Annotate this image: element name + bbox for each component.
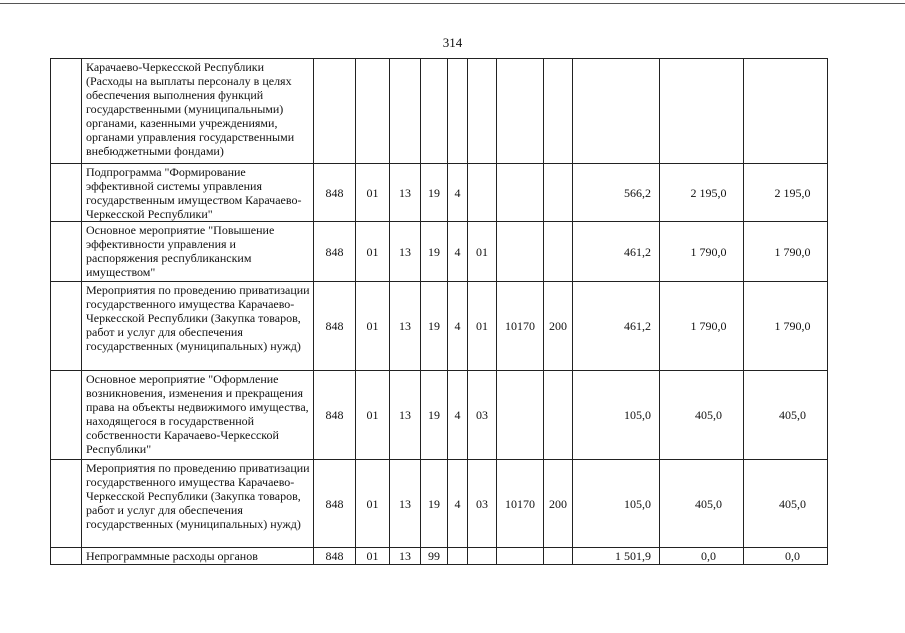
target-code-direction: 10170 (497, 460, 544, 548)
budget-table (50, 58, 828, 565)
amount-2: 2 195,0 (660, 164, 744, 222)
table-row (51, 460, 828, 548)
target-code-direction (497, 164, 544, 222)
section-code: 01 (356, 548, 390, 565)
amount-1 (573, 59, 660, 164)
amount-3: 405,0 (744, 460, 828, 548)
target-code-event: 03 (468, 371, 497, 460)
amount-2: 1 790,0 (660, 222, 744, 282)
target-code-program: 19 (421, 460, 448, 548)
target-code-event: 01 (468, 282, 497, 371)
target-code-event: 03 (468, 460, 497, 548)
section-code: 01 (356, 222, 390, 282)
expense-name: Основное мероприятие "Повышение эффективности управления и распоряжения республиканским имуществом" (82, 222, 314, 282)
grbs-code: 848 (314, 548, 356, 565)
expense-type-code: 200 (544, 460, 573, 548)
table-row (51, 371, 828, 460)
amount-1: 105,0 (573, 371, 660, 460)
table-row (51, 59, 828, 164)
expense-name: Подпрограмма "Формирование эффективной системы управления государственным имуществом Карачаево-Черкесской Республики" (82, 164, 314, 222)
subsection-code: 13 (390, 371, 421, 460)
subsection-code: 13 (390, 222, 421, 282)
expense-name: Непрограммные расходы органов (82, 548, 314, 565)
amount-1: 461,2 (573, 282, 660, 371)
expense-type-code (544, 548, 573, 565)
blank-cell (51, 371, 82, 460)
subsection-code (390, 59, 421, 164)
target-code-event: 01 (468, 222, 497, 282)
target-code-event (468, 59, 497, 164)
target-code-direction: 10170 (497, 282, 544, 371)
amount-3: 0,0 (744, 548, 828, 565)
target-code-subprogram: 4 (448, 164, 468, 222)
blank-cell (51, 460, 82, 548)
target-code-subprogram: 4 (448, 460, 468, 548)
target-code-program: 19 (421, 371, 448, 460)
amount-2: 1 790,0 (660, 282, 744, 371)
amount-3: 405,0 (744, 371, 828, 460)
expense-name: Основное мероприятие "Оформление возникновения, изменения и прекращения права на объекты недвижимого имущества, находящегося в государственной собственности Карачаево-Черкесской Республики" (82, 371, 314, 460)
amount-3: 2 195,0 (744, 164, 828, 222)
grbs-code: 848 (314, 460, 356, 548)
amount-3: 1 790,0 (744, 222, 828, 282)
section-code: 01 (356, 371, 390, 460)
section-code: 01 (356, 460, 390, 548)
expense-type-code (544, 59, 573, 164)
subsection-code: 13 (390, 282, 421, 371)
subsection-code: 13 (390, 460, 421, 548)
blank-cell (51, 59, 82, 164)
target-code-direction (497, 222, 544, 282)
amount-2: 0,0 (660, 548, 744, 565)
table-row (51, 164, 828, 222)
blank-cell (51, 222, 82, 282)
amount-2: 405,0 (660, 460, 744, 548)
target-code-event (468, 164, 497, 222)
amount-2 (660, 59, 744, 164)
grbs-code (314, 59, 356, 164)
subsection-code: 13 (390, 164, 421, 222)
target-code-program: 19 (421, 282, 448, 371)
target-code-subprogram (448, 59, 468, 164)
page-top-rule (0, 3, 905, 4)
target-code-program: 19 (421, 222, 448, 282)
target-code-subprogram (448, 548, 468, 565)
expense-name: Мероприятия по проведению приватизации государственного имущества Карачаево-Черкесской Республики (Закупка товаров, работ и услуг для обеспечения государственных (муниципальных) нужд) (82, 282, 314, 371)
target-code-program (421, 59, 448, 164)
section-code (356, 59, 390, 164)
expense-name: Карачаево-Черкесской Республики (Расходы на выплаты персоналу в целях обеспечения выполнения функций государственными (муниципальными) органами, казенными учреждениями, органами управления государственными внебюджетными фондами) (82, 59, 314, 164)
section-code: 01 (356, 164, 390, 222)
blank-cell (51, 548, 82, 565)
table-row (51, 282, 828, 371)
grbs-code: 848 (314, 371, 356, 460)
amount-1: 105,0 (573, 460, 660, 548)
expense-type-code (544, 222, 573, 282)
target-code-subprogram: 4 (448, 371, 468, 460)
expense-type-code (544, 371, 573, 460)
amount-3: 1 790,0 (744, 282, 828, 371)
expense-type-code: 200 (544, 282, 573, 371)
target-code-event (468, 548, 497, 565)
amount-1: 566,2 (573, 164, 660, 222)
target-code-direction (497, 371, 544, 460)
expense-name: Мероприятия по проведению приватизации государственного имущества Карачаево-Черкесской Республики (Закупка товаров, работ и услуг для обеспечения государственных (муниципальных) нужд) (82, 460, 314, 548)
table-row (51, 548, 828, 565)
amount-1: 461,2 (573, 222, 660, 282)
grbs-code: 848 (314, 222, 356, 282)
target-code-program: 99 (421, 548, 448, 565)
blank-cell (51, 164, 82, 222)
amount-1: 1 501,9 (573, 548, 660, 565)
subsection-code: 13 (390, 548, 421, 565)
target-code-subprogram: 4 (448, 282, 468, 371)
amount-3 (744, 59, 828, 164)
amount-2: 405,0 (660, 371, 744, 460)
page-number: 314 (442, 35, 463, 50)
grbs-code: 848 (314, 164, 356, 222)
target-code-subprogram: 4 (448, 222, 468, 282)
blank-cell (51, 282, 82, 371)
target-code-direction (497, 548, 544, 565)
target-code-direction (497, 59, 544, 164)
target-code-program: 19 (421, 164, 448, 222)
grbs-code: 848 (314, 282, 356, 371)
expense-type-code (544, 164, 573, 222)
table-row (51, 222, 828, 282)
section-code: 01 (356, 282, 390, 371)
